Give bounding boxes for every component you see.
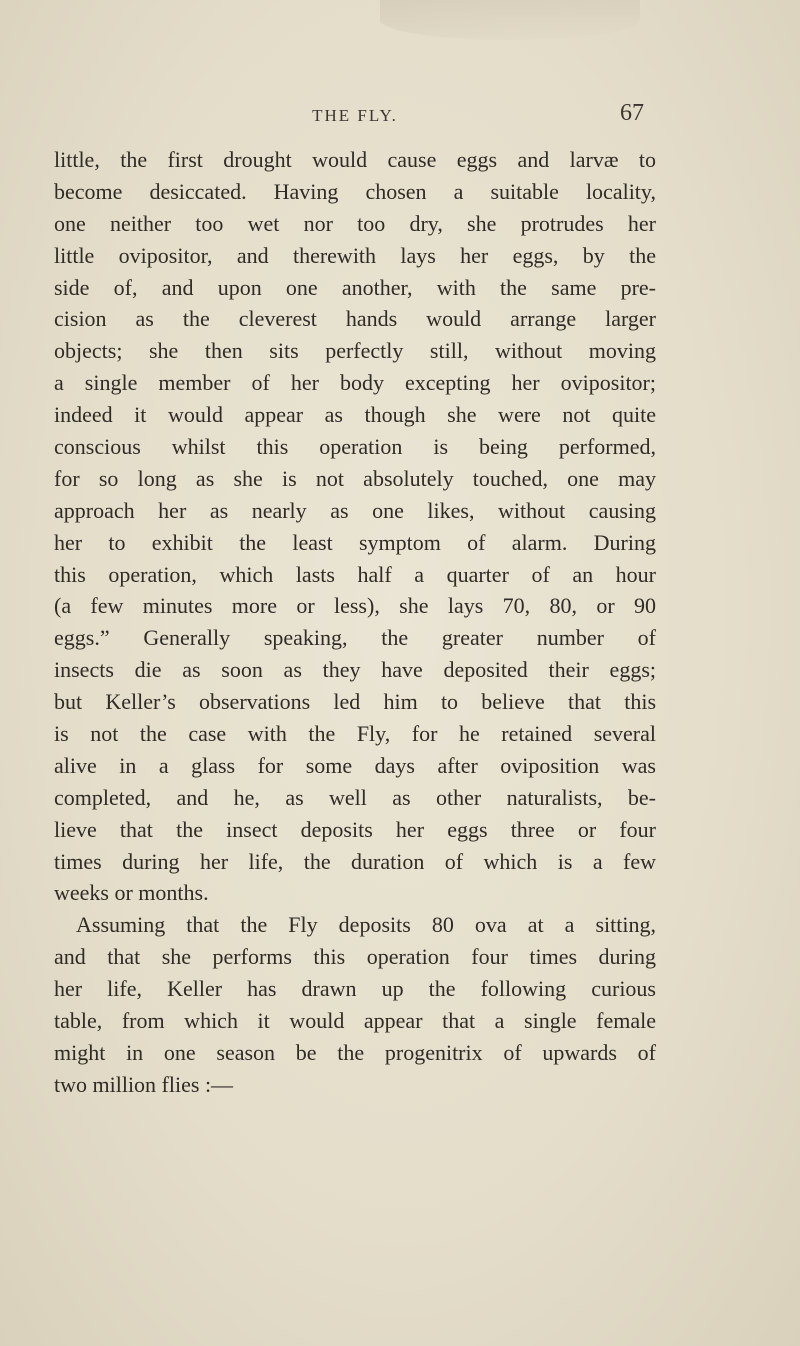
text-line: her life, Keller has drawn up the following curious	[54, 976, 656, 1002]
text-line: alive in a glass for some days after oviposition was	[54, 752, 656, 778]
text-line: Assuming that the Fly deposits 80 ova at a sitting,	[76, 912, 656, 938]
body-text	[54, 144, 656, 1101]
page-number: 67	[620, 100, 644, 126]
paper-crease	[380, 0, 640, 40]
text-line: two million flies :—	[54, 1071, 234, 1097]
text-line: little ovipositor, and therewith lays her eggs, by the	[54, 242, 656, 268]
text-line: become desiccated. Having chosen a suitable locality,	[54, 178, 656, 204]
page-header	[0, 88, 800, 128]
running-title: THE FLY.	[312, 106, 398, 125]
text-line: a single member of her body excepting her ovipositor;	[54, 370, 656, 396]
text-line: (a few minutes more or less), she lays 70, 80, or 90	[54, 593, 656, 619]
text-line: lieve that the insect deposits her eggs three or four	[54, 816, 656, 842]
text-line: completed, and he, as well as other naturalists, be-	[54, 784, 656, 810]
text-line: weeks or months.	[54, 880, 209, 906]
text-line: eggs.” Generally speaking, the greater number of	[54, 625, 656, 651]
text-line: one neither too wet nor too dry, she protrudes her	[54, 210, 656, 236]
text-line: her to exhibit the least symptom of alarm. During	[54, 529, 656, 555]
text-line: cision as the cleverest hands would arrange larger	[54, 306, 656, 332]
text-line: little, the first drought would cause eggs and larvæ to	[54, 147, 656, 172]
text-line: side of, and upon one another, with the same pre-	[54, 274, 656, 300]
text-line: table, from which it would appear that a single female	[54, 1008, 656, 1034]
text-line: conscious whilst this operation is being performed,	[54, 434, 656, 460]
text-line: times during her life, the duration of which is a few	[54, 848, 656, 874]
text-line: approach her as nearly as one likes, without causing	[54, 497, 656, 523]
text-line: and that she performs this operation four times during	[54, 944, 656, 970]
text-line: this operation, which lasts half a quarter of an hour	[54, 561, 656, 587]
text-line: is not the case with the Fly, for he retained several	[54, 721, 656, 747]
text-line: indeed it would appear as though she were not quite	[54, 402, 656, 428]
text-line: insects die as soon as they have deposited their eggs;	[54, 657, 656, 683]
text-line: but Keller’s observations led him to believe that this	[54, 689, 656, 715]
text-line: might in one season be the progenitrix of upwards of	[54, 1039, 656, 1065]
text-line: for so long as she is not absolutely touched, one may	[54, 465, 656, 491]
text-line: objects; she then sits perfectly still, without moving	[54, 338, 656, 364]
